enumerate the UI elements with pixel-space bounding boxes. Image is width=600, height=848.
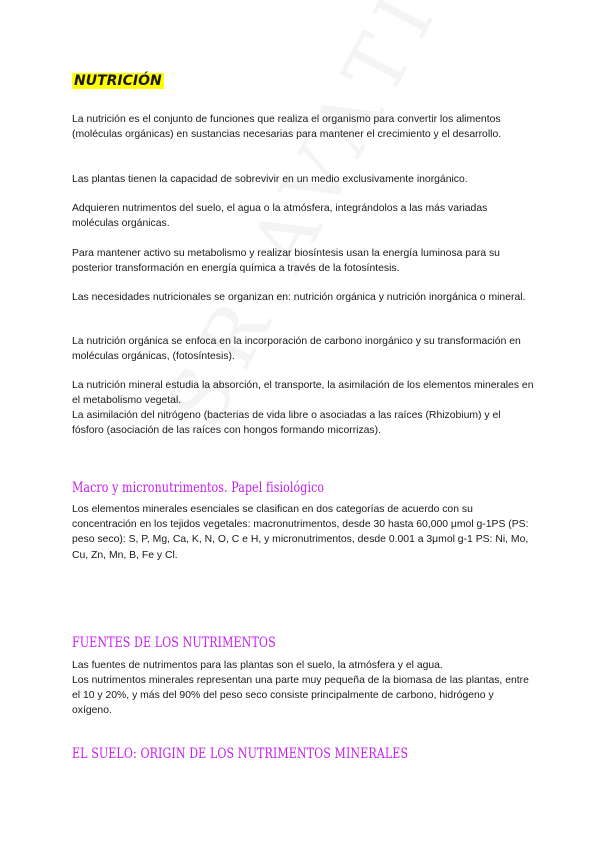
section-body-fuentes-1: Las fuentes de nutrimentos para las plantas son el suelo, la atmósfera y el agua. [72,660,443,671]
page-title: NUTRICIÓN [74,73,162,89]
paragraph-needs: Las necesidades nutricionales se organizan en: nutrición orgánica y nutrición inorgánica o mineral. [72,292,526,303]
paragraph-nitrogen: La asimilación del nitrógeno (bacterias de vida libre o asociadas a las raíces (Rhizobium) y el fósforo (asociación de las raíces con hongos formando micorrizas). [72,410,501,437]
section-body-macro: Los elementos minerales esenciales se clasifican en dos categorías de acuerdo con su concentración en los tejidos vegetales: macronutrimentos, desde 30 hasta 60,000 μmol g-1PS (PS: peso seco): S, P, Mg, Ca, K, N, O, C e H, y micronutrimentos, desde 0.001 a 3μmol g-1 PS: Ni, Mo, Cu, Zn, Mn, B, Fe y Cl. [72,504,529,561]
paragraph-definition: La nutrición es el conjunto de funciones que realiza el organismo para convertir los alimentos (moléculas orgánicas) en sustancias necesarias para mantener el crecimiento y el desarrollo. [72,114,502,141]
paragraph-inorganic: Las plantas tienen la capacidad de sobrevivir en un medio exclusivamente inorgánico. [72,174,468,185]
section-heading-fuentes: FUENTES DE LOS NUTRIMENTOS [72,635,276,651]
paragraph-metabolism: Para mantener activo su metabolismo y realizar biosíntesis usan la energía luminosa para su posterior transformación en energía química a través de la fotosíntesis. [72,248,500,275]
paragraph-acquire: Adquieren nutrimentos del suelo, el agua o la atmósfera, integrándolos a las más variadas moléculas orgánicas. [72,203,488,230]
paragraph-organic: La nutrición orgánica se enfoca en la incorporación de carbono inorgánico y su transformación en moléculas orgánicas, (fotosíntesis). [72,336,521,363]
section-heading-suelo: EL SUELO: ORIGIN DE LOS NUTRIMENTOS MINERALES [72,746,409,762]
section-heading-macro: Macro y micronutrimentos. Papel fisiológico [72,480,325,496]
section-body-fuentes-2: Los nutrimentos minerales representan una parte muy pequeña de la biomasa de las plantas, entre el 10 y 20%, y más del 90% del peso seco consiste principalmente de carbono, hidrógeno y oxígeno. [72,675,529,717]
paragraph-mineral: La nutrición mineral estudia la absorción, el transporte, la asimilación de los elementos minerales en el metabolismo vegetal. [72,380,534,407]
